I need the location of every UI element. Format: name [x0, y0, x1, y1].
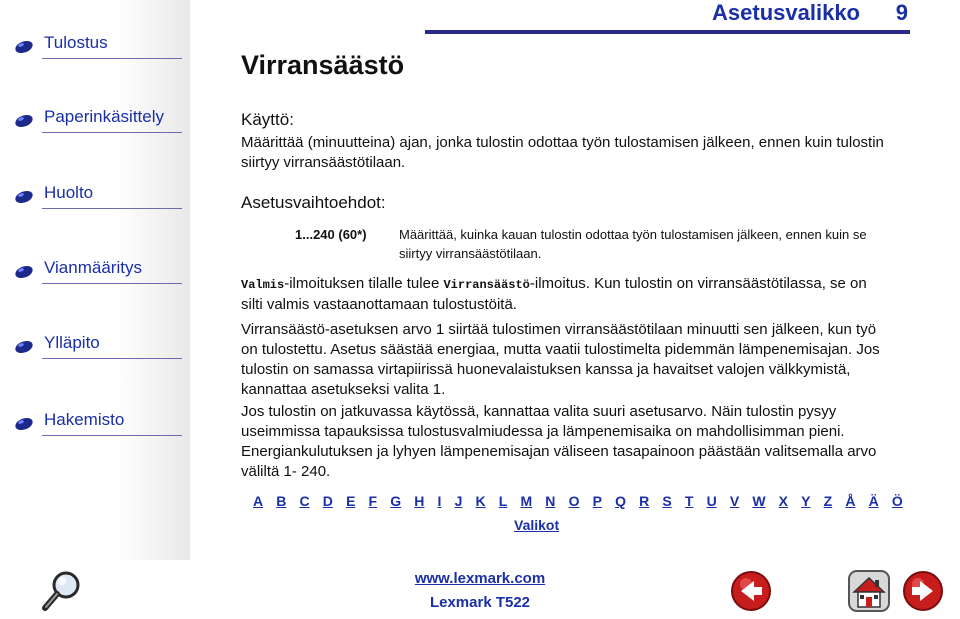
home-icon[interactable] — [846, 568, 892, 614]
sidebar-item-paperinkasittely[interactable] — [12, 100, 182, 134]
nav-divider — [42, 208, 182, 209]
nav-divider — [42, 132, 182, 133]
sidebar-item-yllapito[interactable] — [12, 326, 182, 360]
page-title: Virransäästö — [241, 50, 405, 80]
index-letter[interactable]: L — [498, 493, 508, 509]
nav-divider — [42, 358, 182, 359]
index-letter[interactable]: A — [253, 493, 264, 509]
valikot-link[interactable]: Valikot — [514, 517, 560, 533]
paragraph-value-one: Virransäästö-asetuksen arvo 1 siirtää tulostimen virransäästötilaan minuutti sen jälkeen, kun työ on tulostettu. Asetus säästää energiaa, mutta vaatii tulostimelta pidemmän lämpenemisajan. Jos tulostin on samassa virtapiirissä huonevalaistuksen kanssa ja havaitset valojen välkkymistä, kannattaa asetukseksi valita 1. — [241, 321, 880, 398]
index-letter[interactable]: C — [299, 493, 310, 509]
index-letter[interactable]: G — [390, 493, 402, 509]
index-letter[interactable]: O — [568, 493, 580, 509]
sidebar-item-label[interactable]: Paperinkäsittely — [44, 107, 165, 126]
magnifier-icon[interactable] — [40, 568, 86, 614]
index-letter[interactable]: Q — [615, 493, 626, 509]
index-letter[interactable]: B — [276, 493, 287, 509]
code-valmis: Valmis — [241, 278, 285, 292]
index-letter[interactable]: Ä — [868, 493, 879, 509]
index-letter[interactable]: V — [729, 493, 740, 509]
sidebar — [0, 0, 190, 560]
page-number: 9 — [895, 0, 908, 25]
sidebar-item-hakemisto[interactable] — [12, 403, 182, 437]
index-letter[interactable]: N — [545, 493, 556, 509]
index-letter[interactable]: K — [475, 493, 486, 509]
index-letter[interactable]: F — [368, 493, 378, 509]
index-letter[interactable]: T — [684, 493, 694, 509]
sidebar-item-label[interactable]: Hakemisto — [44, 410, 125, 429]
index-letter[interactable]: X — [778, 493, 789, 509]
sidebar-item-label[interactable]: Vianmääritys — [44, 258, 142, 277]
index-letter[interactable]: W — [752, 493, 766, 509]
index-letter[interactable]: R — [639, 493, 650, 509]
bullet-icon — [12, 106, 40, 128]
back-arrow-icon[interactable] — [728, 568, 774, 614]
sidebar-item-huolto[interactable] — [12, 176, 182, 210]
option-description: Määrittää, kuinka kauan tulostin odottaa työn tulostamisen jälkeen, ennen kuin se siirtyy virransäästötilaan. — [399, 227, 867, 261]
bullet-icon — [12, 182, 40, 204]
footer-model: Lexmark T522 — [429, 594, 531, 611]
alphabet-index — [253, 493, 903, 509]
usage-text: Määrittää (minuutteina) ajan, jonka tulostin odottaa työn tulostamisen jälkeen, ennen kuin tulostin siirtyy virransäästötilaan. — [241, 134, 884, 171]
footer-url-link[interactable]: www.lexmark.com — [414, 570, 546, 587]
forward-arrow-icon[interactable] — [900, 568, 946, 614]
option-key: 1...240 (60*) — [295, 227, 367, 242]
options-heading: Asetusvaihtoehdot: — [241, 193, 386, 212]
index-letter[interactable]: I — [437, 493, 442, 509]
index-letter[interactable]: D — [322, 493, 333, 509]
sidebar-item-label[interactable]: Ylläpito — [44, 333, 100, 352]
paragraph-text: -ilmoituksen tilalle tulee — [284, 275, 444, 292]
paragraph-continuous-use: Jos tulostin on jatkuvassa käytössä, kannattaa valita suuri asetusarvo. Näin tulostin pysyy useimmissa tapauksissa tulostusvalmiudessa ja lämpenemisaika on mahdollisimman pieni. Energiankulutuksen ja lyhyen lämpenemisajan väliseen tasapainoon päästään valitsemalla arvo väliltä 1- 240. — [241, 403, 877, 480]
paragraph-status — [241, 274, 891, 315]
sidebar-item-label[interactable]: Huolto — [44, 183, 94, 202]
sidebar-item-tulostus[interactable] — [12, 26, 182, 60]
nav-divider — [42, 435, 182, 436]
index-letter[interactable]: U — [706, 493, 717, 509]
code-virransaasto: Virransäästö — [443, 278, 530, 292]
paragraph-text: -ilmoitus. Kun tulostin on virransäästötilassa, se on silti valmis vastaanottamaan tulostustöitä. — [241, 275, 867, 313]
index-letter[interactable]: P — [592, 493, 602, 509]
sidebar-item-vianmaaritys[interactable] — [12, 251, 182, 285]
usage-heading: Käyttö: — [241, 110, 294, 129]
bullet-icon — [12, 409, 40, 431]
index-letter[interactable]: J — [454, 493, 463, 509]
index-letter[interactable]: Ö — [891, 493, 903, 509]
index-letter[interactable]: S — [662, 493, 672, 509]
bullet-icon — [12, 257, 40, 279]
index-letter[interactable]: Å — [845, 493, 856, 509]
bullet-icon — [12, 332, 40, 354]
bullet-icon — [12, 32, 40, 54]
index-letter[interactable]: H — [414, 493, 425, 509]
header-rule — [425, 30, 910, 34]
index-letter[interactable]: M — [520, 493, 533, 509]
nav-divider — [42, 58, 182, 59]
nav-divider — [42, 283, 182, 284]
index-letter[interactable]: Y — [801, 493, 811, 509]
index-letter[interactable]: Z — [823, 493, 833, 509]
index-letter[interactable]: E — [346, 493, 356, 509]
sidebar-item-label[interactable]: Tulostus — [44, 33, 108, 52]
section-title[interactable]: Asetusvalikko — [712, 0, 860, 25]
